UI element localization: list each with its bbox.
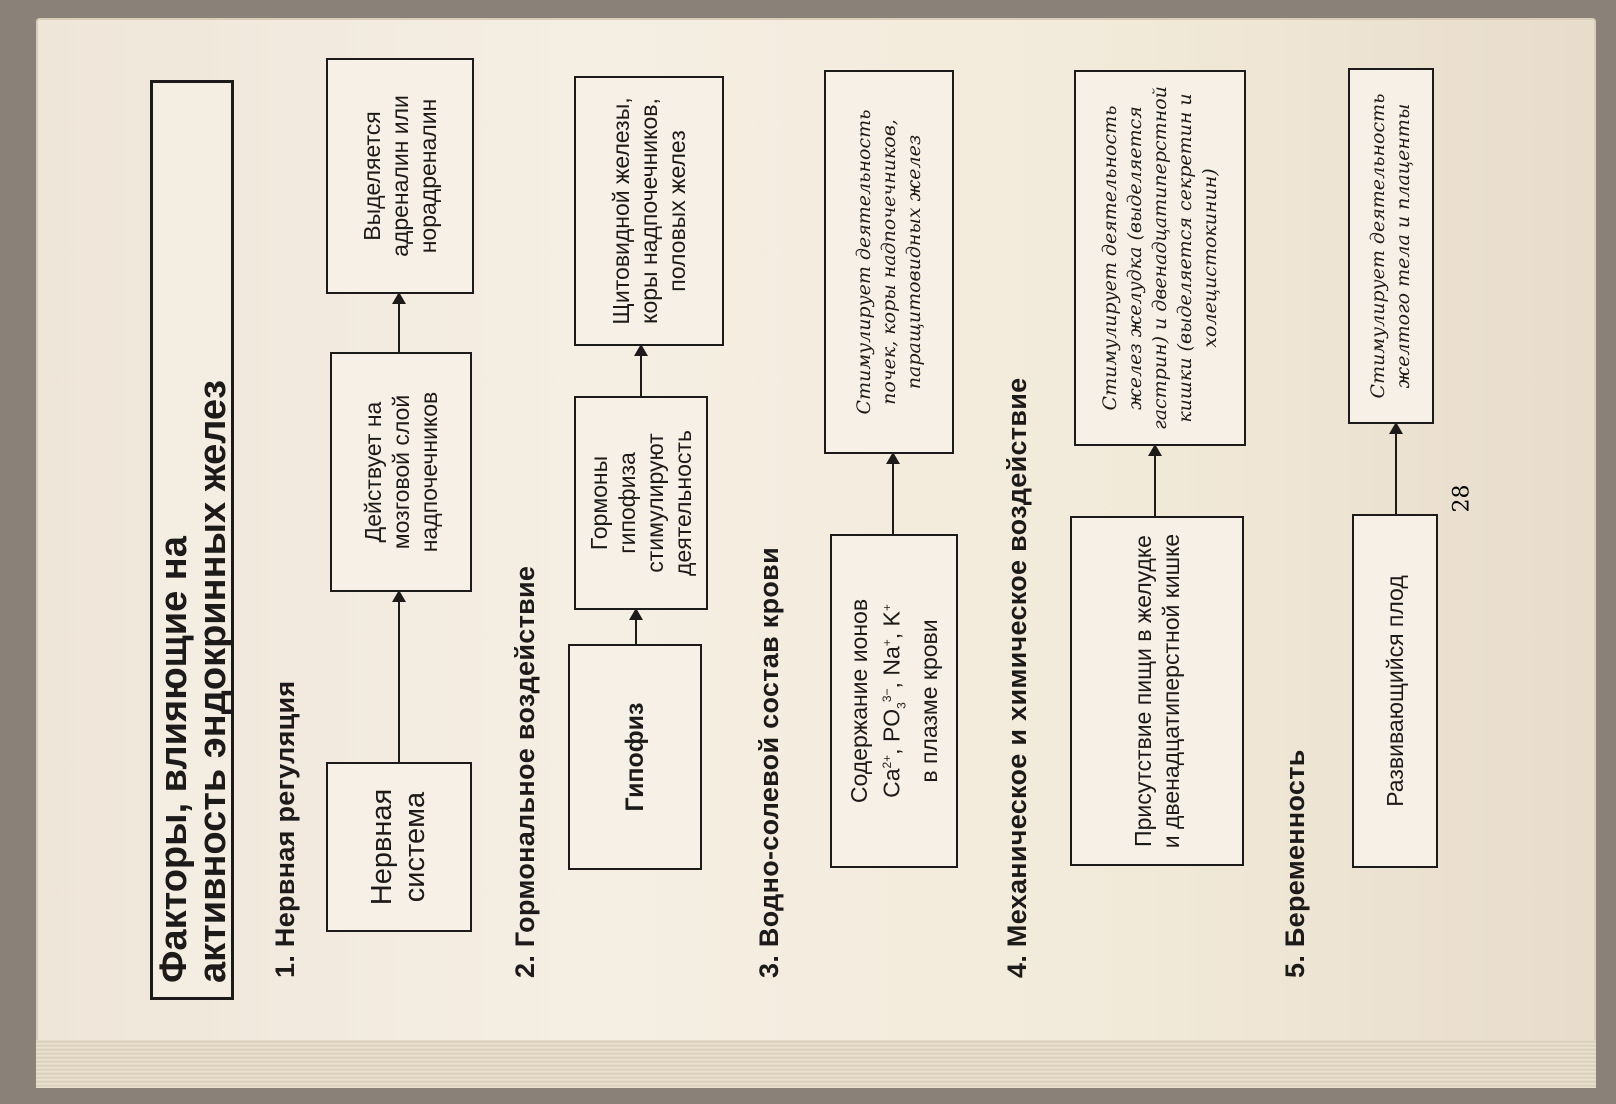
s1-box-medulla: Действует на мозговой слой надпочечников [330,352,472,592]
section-5-heading: 5. Беременность [1280,749,1310,978]
s1-arrow-1 [398,592,400,762]
s3-box-stimulates: Стимулирует деятельность почек, коры надпочечников, паращитовидных желез [824,70,954,454]
s5-box-stimulates: Стимулирует деятельность желтого тела и плаценты [1348,68,1434,424]
section-2-heading: 2. Гормональное воздействие [510,565,540,978]
s2-box-thyroid: Щитовидной железы, коры надпочечников, половых желез [574,76,724,346]
s1-arrow-2 [398,294,400,352]
page-edge [36,1040,1596,1088]
s3-ions-formula: $Ca^{2+}$, $PO_3^{3-}$, Na+, K+ [878,604,909,798]
page-number: 28 [1449,484,1475,513]
s4-box-food: Присутствие пищи в желудке и двенадцатиперстной кишке [1070,516,1244,866]
s3-plasma-label: в плазме крови [916,619,943,783]
section-1-heading: 1. Нервная регуляция [270,680,300,978]
s4-box-stimulates: Стимулирует деятельность желез желудка (выделяется гастрин) и двенадцатиперстной кишки (выделяется секретин и холецистокинин) [1074,70,1246,446]
s2-box-hormones: Гормоны гипофиза стимулируют деятельность [574,396,708,610]
s5-box-fetus: Развивающийся плод [1352,514,1438,868]
s1-box-nervous-system: Нервная система [326,762,472,932]
s1-box-adrenaline: Выделяется адреналин или норадреналин [326,58,474,294]
s3-box-ions [830,534,958,868]
section-4-heading: 4. Механическое и химическое воздействие [1002,377,1032,978]
s3-ions-label: Содержание ионов [845,598,872,804]
s5-arrow-1 [1395,424,1397,514]
rotated-content [130,50,1540,1000]
s3-arrow-1 [892,454,894,534]
s2-arrow-2 [640,346,642,396]
s2-arrow-1 [635,610,637,644]
s4-arrow-1 [1154,446,1156,516]
title-line-2: активность эндокринных желез [192,380,234,983]
s2-box-pituitary: Гипофиз [568,644,702,870]
section-3-heading: 3. Водно-солевой состав крови [754,547,784,978]
title-line-1: Факторы, влияющие на [153,536,195,983]
title-box [150,80,234,1000]
